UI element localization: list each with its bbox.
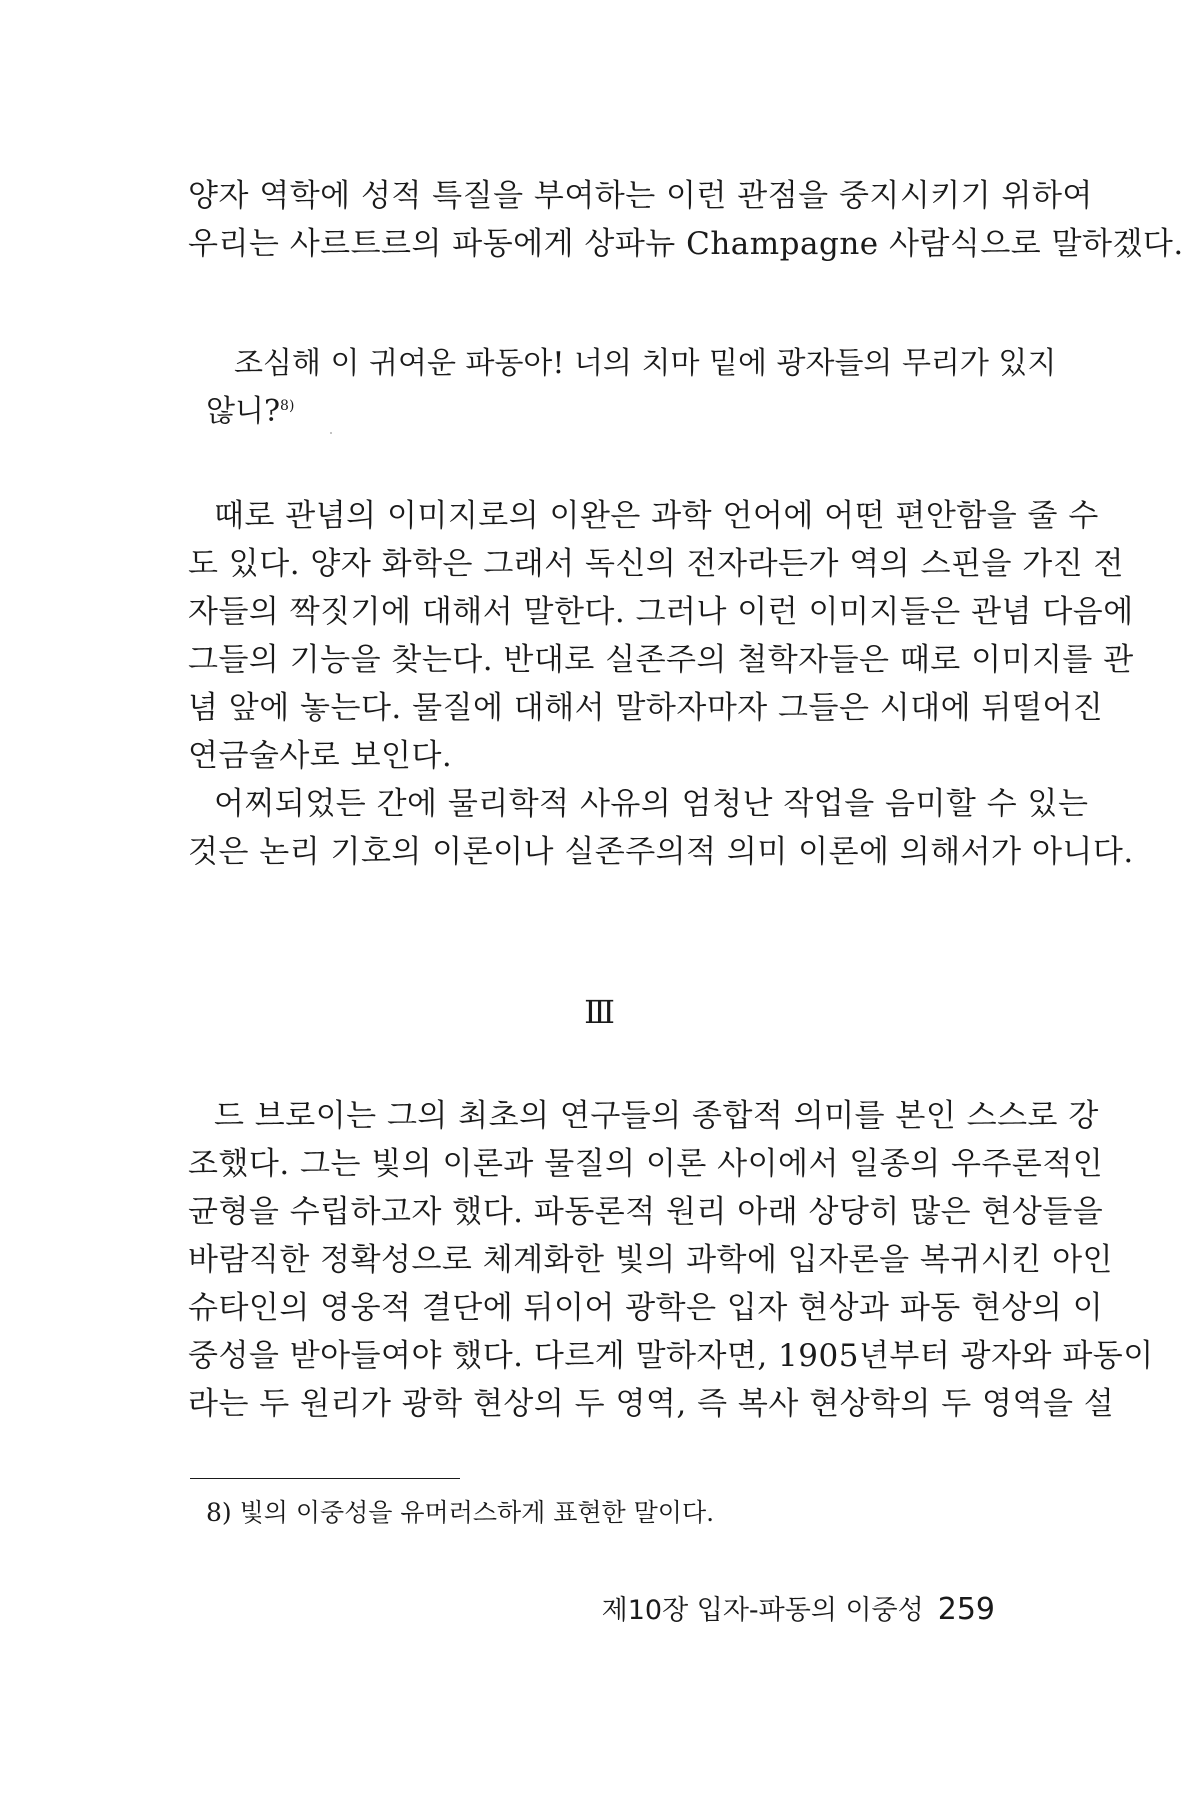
paragraph-4-line-7: 라는 두 원리가 광학 현상의 두 영역, 즉 복사 현상학의 두 영역을 설 [188, 1386, 1115, 1422]
paragraph-2-line-1: 때로 관념의 이미지로의 이완은 과학 언어에 어떤 편안함을 줄 수 [214, 498, 1099, 534]
footnote-reference: 8) [280, 398, 295, 414]
paragraph-4-line-6: 중성을 받아들여야 했다. 다르게 말하자면, 1905년부터 광자와 파동이 [188, 1338, 1154, 1374]
paragraph-4-line-2: 조했다. 그는 빛의 이론과 물질의 이론 사이에서 일종의 우주론적인 [188, 1146, 1104, 1182]
paragraph-3-line-2: 것은 논리 기호의 이론이나 실존주의적 의미 이론에 의해서가 아니다. [188, 834, 1134, 870]
quote-line-1: 조심해 이 귀여운 파동아! 너의 치마 밑에 광자들의 무리가 있지 [234, 346, 1057, 381]
paragraph-1-line-1: 양자 역학에 성적 특질을 부여하는 이런 관점을 중지시키기 위하여 [188, 178, 1093, 214]
paragraph-2-line-4: 그들의 기능을 찾는다. 반대로 실존주의 철학자들은 때로 이미지를 관 [188, 642, 1134, 678]
quote-line-2-text: 않니? [206, 394, 281, 429]
paragraph-2-line-2: 도 있다. 양자 화학은 그래서 독신의 전자라든가 역의 스핀을 가진 전 [188, 546, 1124, 582]
footnote-divider [190, 1478, 460, 1479]
paragraph-1-line-2: 우리는 사르트르의 파동에게 상파뉴 Champagne 사람식으로 말하겠다. [188, 226, 1184, 262]
paragraph-4-line-1: 드 브로이는 그의 최초의 연구들의 종합적 의미를 본인 스스로 강 [214, 1098, 1099, 1134]
paragraph-2-line-3: 자들의 짝짓기에 대해서 말한다. 그러나 이런 이미지들은 관념 다음에 [188, 594, 1134, 630]
paragraph-3-line-1: 어찌되었든 간에 물리학적 사유의 엄청난 작업을 음미할 수 있는 [214, 786, 1089, 822]
paragraph-4-line-3: 균형을 수립하고자 했다. 파동론적 원리 아래 상당히 많은 현상들을 [188, 1194, 1104, 1230]
paragraph-4-line-4: 바람직한 정확성으로 체계화한 빛의 과학에 입자론을 복귀시킨 아인 [188, 1242, 1113, 1278]
quote-line-2 [206, 392, 294, 432]
paragraph-4-line-5: 슈타인의 영웅적 결단에 뒤이어 광학은 입자 현상과 파동 현상의 이 [188, 1290, 1104, 1326]
running-footer [602, 1592, 995, 1629]
page-number: 259 [937, 1592, 995, 1627]
print-speck [330, 432, 332, 434]
chapter-title: 제10장 입자-파동의 이중성 [601, 1595, 924, 1626]
paragraph-2-line-5: 념 앞에 놓는다. 물질에 대해서 말하자마자 그들은 시대에 뒤떨어진 [188, 690, 1104, 726]
footnote-text: 8) 빛의 이중성을 유머러스하게 표현한 말이다. [206, 1498, 715, 1527]
paragraph-2-line-6: 연금술사로 보인다. [188, 738, 453, 774]
section-heading: Ⅲ [584, 993, 616, 1031]
